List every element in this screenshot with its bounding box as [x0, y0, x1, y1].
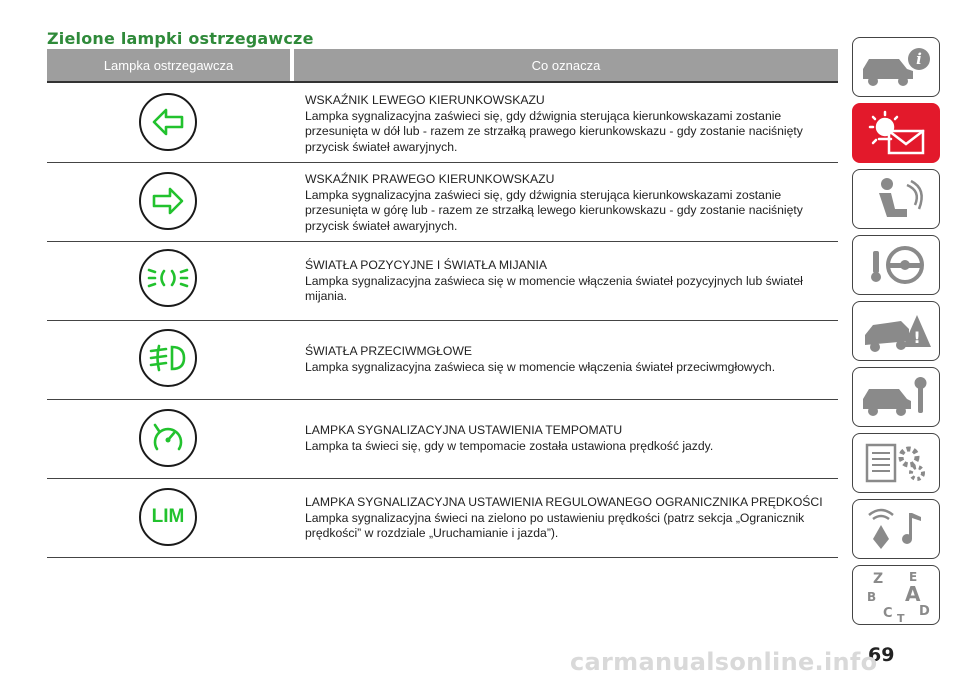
sidebar-tab-safety[interactable]: [852, 169, 940, 229]
sidebar-tab-maintenance[interactable]: [852, 367, 940, 427]
left-turn-arrow-icon: [139, 93, 197, 151]
cruise-control-icon: [139, 409, 197, 467]
table-row: [47, 399, 838, 479]
index-letter: E: [909, 570, 918, 584]
side-lights-icon: [139, 249, 197, 307]
row-text-line: przesunięta w górę lub - razem ze strzałką lewego kierunkowskazu - gdy zostanie naciśnięty: [305, 203, 803, 218]
index-letter: Z: [873, 571, 884, 587]
warning-lights-icon: [859, 109, 933, 157]
svg-text:i: i: [916, 50, 922, 68]
speed-limiter-icon: [139, 488, 197, 546]
table-row: [47, 162, 838, 242]
row-heading: WSKAŹNIK LEWEGO KIERUNKOWSKAZU: [305, 93, 545, 107]
row-heading: LAMPKA SYGNALIZACYJNA USTAWIENIA REGULOWANEGO OGRANICZNIKA PRĘDKOŚCI: [305, 495, 823, 509]
index-letter: T: [897, 612, 905, 623]
row-text-line: prędkości” w rozdziale „Uruchamianie i jazda”).: [305, 526, 559, 541]
row-text-line: Lampka ta świeci się, gdy w tempomacie została ustawiona prędkość jazdy.: [305, 438, 714, 453]
table-row: [47, 320, 838, 400]
index-letter: A: [905, 582, 921, 606]
index-letter: C: [883, 606, 893, 621]
table-row: [47, 478, 838, 558]
speed-limiter-label: LIM: [151, 506, 185, 527]
index-letter: B: [867, 590, 877, 604]
row-text-line: Lampka sygnalizacyjna zaświeca się w momencie włączenia świateł pozycyjnych lub świateł: [305, 273, 803, 288]
column-header-meaning: Co oznacza: [294, 49, 838, 81]
sidebar-tab-index[interactable]: [852, 565, 940, 625]
sidebar-tab-multimedia[interactable]: [852, 499, 940, 559]
row-text-line: Lampka sygnalizacyjna świeci na zielono po ustawieniu prędkości (patrz sekcja „Ogranicznik: [305, 510, 805, 525]
table-row: [47, 83, 838, 163]
car-maintenance-icon: [859, 373, 933, 421]
row-heading: WSKAŹNIK PRAWEGO KIERUNKOWSKAZU: [305, 172, 555, 186]
row-text-line: mijania.: [305, 289, 347, 304]
row-heading: ŚWIATŁA PRZECIWMGŁOWE: [305, 344, 473, 358]
row-text-line: przycisk świateł awaryjnych.: [305, 140, 458, 155]
row-text-line: Lampka sygnalizacyjna zaświeca się w momencie włączenia świateł przeciwmgłowych.: [305, 359, 776, 374]
svg-text:!: !: [913, 328, 921, 347]
multimedia-icon: [859, 505, 933, 553]
table-row: [47, 241, 838, 321]
sidebar-tab-warning-lights[interactable]: [852, 103, 940, 163]
footer-watermark: carmanualsonline.info: [570, 648, 878, 676]
right-turn-arrow-icon: [139, 172, 197, 230]
row-heading: ŚWIATŁA POZYCYJNE I ŚWIATŁA MIJANIA: [305, 258, 547, 272]
sidebar-tab-car-info[interactable]: [852, 37, 940, 97]
row-heading: LAMPKA SYGNALIZACYJNA USTAWIENIA TEMPOMATU: [305, 423, 623, 437]
seat-airbag-icon: [861, 175, 931, 223]
car-emergency-icon: [859, 307, 933, 355]
sidebar-tab-driving[interactable]: [852, 235, 940, 295]
row-text-line: przesunięta w dół lub - razem ze strzałką prawego kierunkowskazu - gdy zostanie naciśnięty: [305, 124, 803, 139]
table-header: [47, 49, 838, 81]
steering-wheel-icon: [861, 241, 931, 289]
page-number: 69: [868, 644, 895, 666]
alphabetical-index-icon: [859, 567, 933, 623]
row-text-line: Lampka sygnalizacyjna zaświeci się, gdy dźwignia sterująca kierunkowskazami zostanie: [305, 108, 782, 123]
sidebar-tab-technical-data[interactable]: [852, 433, 940, 493]
index-letter: D: [919, 604, 930, 619]
sidebar-tab-emergency[interactable]: [852, 301, 940, 361]
car-info-icon: [859, 45, 933, 89]
front-fog-light-icon: [139, 329, 197, 387]
column-header-lamp: Lampka ostrzegawcza: [47, 49, 290, 81]
page-title: Zielone lampki ostrzegawcze: [47, 29, 314, 48]
row-text-line: przycisk świateł awaryjnych.: [305, 219, 458, 234]
technical-data-icon: [859, 439, 933, 487]
row-text-line: Lampka sygnalizacyjna zaświeci się, gdy dźwignia sterująca kierunkowskazami zostanie: [305, 187, 782, 202]
